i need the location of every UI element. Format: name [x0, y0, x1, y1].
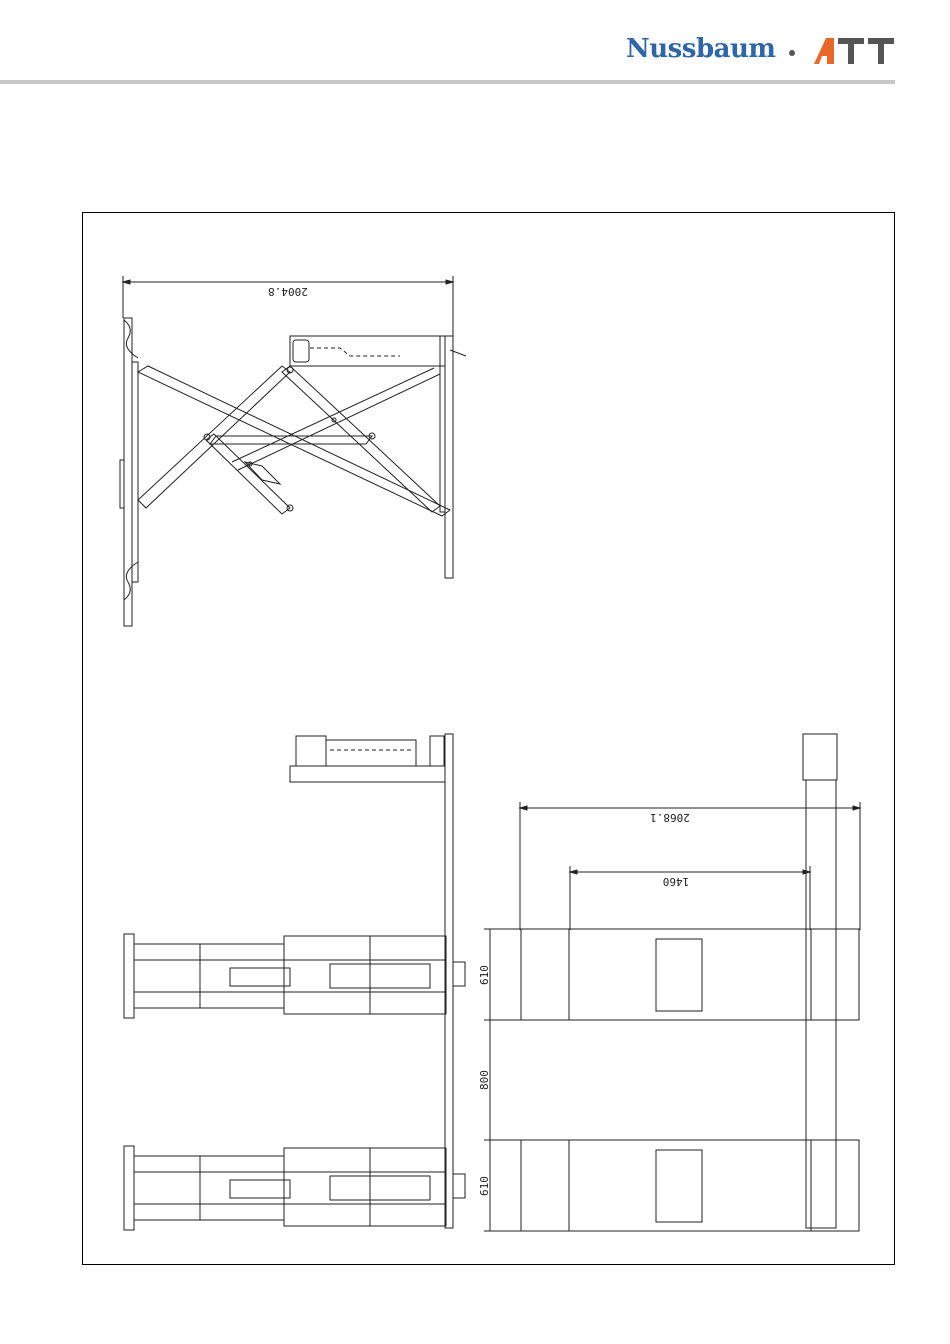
- front-elevation-view: [484, 734, 860, 1231]
- dimension-platform-gap: 800: [478, 1070, 491, 1090]
- nussbaum-logo: Nussbaum: [626, 34, 776, 64]
- dimension-overall-width: 2068.1: [650, 811, 690, 824]
- dimension-platform-depth-rear: 610: [478, 1176, 491, 1196]
- dimension-platform-depth-front: 610: [478, 965, 491, 985]
- plan-view-left: [124, 734, 465, 1230]
- dimension-overall-length: 2004.8: [268, 285, 308, 298]
- dimension-track-width: 1460: [662, 875, 690, 888]
- side-elevation-view: [120, 276, 466, 626]
